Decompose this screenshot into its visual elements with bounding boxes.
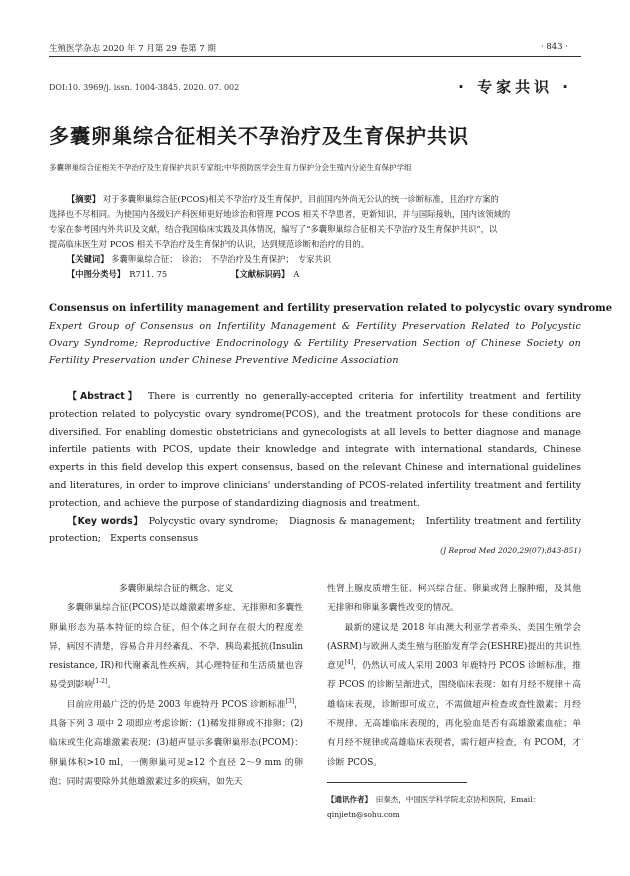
column-tag: · 专家共识 · bbox=[458, 78, 572, 96]
doc-code-label: 【文献标识码】 bbox=[231, 269, 286, 279]
footnote-label: 【通讯作者】 bbox=[327, 795, 369, 804]
clc-label: 【中图分类号】 bbox=[67, 269, 121, 279]
section-heading: 多囊卵巢综合征的概念、定义 bbox=[118, 584, 234, 594]
body-left-column bbox=[49, 580, 303, 792]
abstract-en bbox=[49, 388, 581, 548]
body-right-column bbox=[327, 580, 581, 773]
abstract-cn bbox=[49, 192, 581, 282]
abstract-en-text: There is currently no generally-accepted criteria for infertility treatment and fertility protection related to polycystic ovary syndrome(PCOS), and the treatment protocols for these conditions are diversified. For enabling domestic obstetricians and gynecologists at all levels to better diagnose and manage infertile patients with PCOS, update their knowledge and integrate with international standards, Chinese experts in this field develop this expert consensus, based on the relevant Chinese and international guidelines and literatures, in order to improve clinicians' understanding of PCOS-related infertility treatment and fertility protection, and achieve the purpose of standardizing diagnosis and treatment. bbox=[49, 391, 581, 509]
abstract-cn-line: 提高临床医生对 PCOS 相关不孕治疗及生育保护的认识，达到规范诊断和治疗的目的。 bbox=[49, 239, 370, 249]
reference-mark[interactable]: [1-2] bbox=[93, 678, 108, 686]
abstract-cn-line: 专家在参考国内外共识及文献，结合我国临床实践及具体情况，编写了“多囊卵巢综合征相关不孕治疗及生育保护共识”，以 bbox=[49, 224, 498, 234]
footnote-text: 田秦杰，中国医学科学院北京协和医院，Email：qinjietn@sohu.com bbox=[327, 795, 541, 819]
journal-header: 生殖医学杂志 2020 年 7 月第 29 卷第 7 期 bbox=[49, 44, 216, 54]
keywords-en: Polycystic ovary syndrome; Diagnosis & management; Infertility treatment and fertility protection; Experts consensus bbox=[49, 515, 581, 545]
english-authors: Expert Group of Consensus on Infertility Management & Fertility Preservation Related to Polycystic Ovary Syndrome; Reproductive Endocrinology & Fertility Preservation Section of Chinese Society on Fertility Preservation under Chinese Preventive Medicine Association bbox=[49, 321, 581, 366]
body-paragraph: 目前应用最广泛的仍是 2003 年鹿特丹 PCOS 诊断标准[3]，具备下列 3 项中 2 项即应考虑诊断：(1)稀发排卵或不排卵；(2)临床或生化高雄激素表现；(3)超声显示多囊卵巢形态(PCOM)：卵巢体积>10 ml，一侧卵巢可见≥12 个直径 2～9 mm 的卵泡；同时需要除外其他雄激素过多的疾病，如先天 bbox=[49, 697, 303, 787]
body-paragraph-continued: 性肾上腺皮质增生征、柯兴综合征、卵巢或肾上腺肿瘤，及其他无排卵和卵巢多囊性改变的情况。 bbox=[327, 584, 581, 614]
corresponding-author-footnote bbox=[327, 792, 581, 822]
abstract-cn-label: 【摘要】 bbox=[67, 194, 101, 204]
doi: DOI:10. 3969/j. issn. 1004-3845. 2020. 07. 002 bbox=[49, 83, 240, 92]
keywords-cn-label: 【关键词】 bbox=[67, 254, 109, 264]
english-title: Consensus on infertility management and fertility preservation related to polycystic ovary syndrome bbox=[49, 303, 613, 314]
footnote-rule bbox=[327, 782, 467, 783]
keywords-cn: 多囊卵巢综合征； 诊治； 不孕治疗及生育保护； 专家共识 bbox=[111, 254, 332, 264]
article-title: 多囊卵巢综合征相关不孕治疗及生育保护共识 bbox=[49, 124, 469, 148]
abstract-en-label: 【Abstract】 bbox=[67, 391, 136, 402]
body-paragraph: 多囊卵巢综合征(PCOS)是以雄激素增多症、无排卵和多囊性卵巢形态为基本特征的综合征，但个体之间存在很大的程度差异，病因不清楚，容易合并月经紊乱、不孕、胰岛素抵抗(Insulin resistance, IR)和代谢紊乱性疾病，其心理特征和生活质量也容易受到影响[1-2]。 bbox=[49, 603, 303, 691]
header-rule bbox=[49, 56, 581, 57]
body-paragraph: 最新的建议是 2018 年由澳大利亚学者牵头、美国生殖学会(ASRM)与欧洲人类生殖与胚胎发育学会(ESHRE)提出的共识性意见[4]，仍然认可成人采用 2003 年鹿特丹 PCOS 诊断标准，推荐 PCOS 的诊断呈渐进式，围绕临床表现：如有月经不规律＋高雄临床表现，诊断即可成立，不需做超声检查或查性激素；月经不规律、无高雄临床表现的，再化验血是否有高雄激素血症；单有月经不规律或高雄临床表现者，需行超声检查，有 PCOM，才诊断 PCOS。 bbox=[327, 622, 581, 768]
keywords-en-label: 【Key words】 bbox=[67, 515, 139, 527]
doc-code-value: A bbox=[293, 269, 300, 279]
clc-value: R711. 75 bbox=[129, 269, 168, 279]
abstract-cn-line: 对于多囊卵巢综合征(PCOS)相关不孕治疗及生育保护，目前国内外尚无公认的统一诊断标准，且治疗方案的 bbox=[102, 194, 499, 204]
authors-cn: 多囊卵巢综合征相关不孕治疗及生育保护共识专家组;中华预防医学会生育力保护分会生殖内分泌生育保护学组 bbox=[49, 163, 412, 172]
page-number: · 843 · bbox=[540, 42, 568, 52]
reference-mark[interactable]: [3] bbox=[285, 697, 295, 705]
citation: (J Reprod Med 2020,29(07):843-851) bbox=[440, 546, 581, 555]
abstract-cn-line: 选择也不尽相同。为使国内各级妇产科医师更好地诊治和管理 PCOS 相关不孕患者，更新知识，并与国际接轨，国内该领域的 bbox=[49, 209, 511, 219]
reference-mark[interactable]: [4] bbox=[344, 659, 354, 667]
